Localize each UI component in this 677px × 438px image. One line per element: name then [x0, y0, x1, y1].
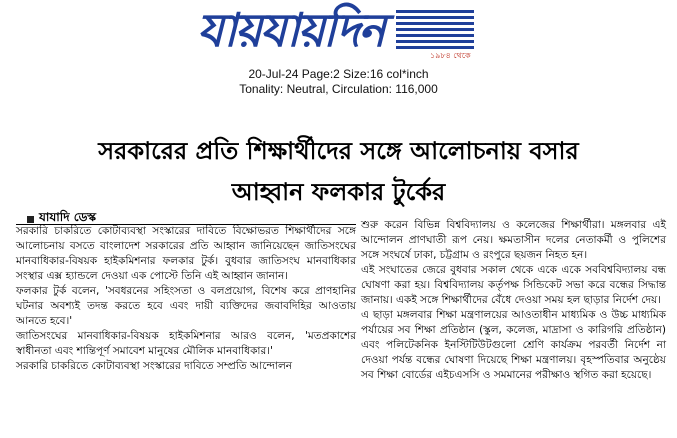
article-right-column	[361, 218, 666, 383]
logo-stripes-icon	[396, 10, 474, 50]
masthead	[0, 0, 677, 62]
bullet-square-icon	[27, 216, 34, 223]
paragraph: সরকারি চাকরিতে কোটাব্যবস্থা সংস্কারের দাবিতে সম্প্রতি আন্দোলন	[16, 360, 293, 372]
paragraph: জাতিসংঘের মানবাধিকার-বিষয়ক হাইকমিশনার আরও বলেন, 'মতপ্রকাশের স্বাধীনতা এবং শান্তিপূর্ণ সমাবেশ মানুষের মৌলিক মানবাধিকার।'	[16, 330, 356, 357]
paragraph: ফলকার টুর্ক বলেন, 'সবধরনের সহিংসতা ও বলপ্রয়োগ, বিশেষ করে প্রাণহানির ঘটনার অবশ্যই তদন্ত করতে হবে এবং দায়ী ব্যক্তিদের জবাবদিহির আওতায় আনতে হবে।'	[16, 285, 356, 327]
headline-line-1: সরকারের প্রতি শিক্ষার্থীদের সঙ্গে আলোচনায় বসার	[98, 137, 579, 165]
paragraph: শুরু করেন বিভিন্ন বিশ্ববিদ্যালয় ও কলেজের শিক্ষার্থীরা। মঙ্গলবার এই আন্দোলন প্রাণঘাতী রূপ নেয়। ক্ষমতাসীন দলের নেতাকর্মী ও পুলিশের সঙ্গে সংঘর্ষে ঢাকা, চট্টগ্রাম ও রংপুরে ছয়জন নিহত হন।	[361, 219, 666, 261]
newspaper-logo: যায়যায়দিন	[197, 3, 384, 57]
headline-line-2: আহ্বান ফলকার টুর্কের	[231, 178, 446, 206]
article-left-column	[16, 224, 356, 374]
logo-since-text: ১৯৮৪ থেকে	[430, 51, 471, 60]
clipping-meta-line-2: Tonality: Neutral, Circulation: 116,000	[239, 82, 438, 96]
clipping-meta-line-1: 20-Jul-24 Page:2 Size:16 col*inch	[248, 67, 429, 81]
paragraph: এই সংঘাতের জেরে বুধবার সকাল থেকে একে একে সববিশ্ববিদ্যালয় বন্ধ ঘোষণা করা হয়। বিশ্ববিদ্যালয় কর্তৃপক্ষ সিন্ডিকেট সভা করে বন্ধের সিদ্ধান্ত জানায়। একই সঙ্গে শিক্ষার্থীদের বেঁধে দেওয়া সময় হল ছাড়ার নির্দেশ দেয়।	[361, 264, 666, 306]
byline-text: যাযাদি ডেস্ক	[39, 210, 97, 224]
paragraph: এ ছাড়া মঙ্গলবার শিক্ষা মন্ত্রণালয়ের আওতাধীন মাধ্যমিক ও উচ্চ মাধ্যমিক পর্যায়ের সব শিক্ষা প্রতিষ্ঠান (স্কুল, কলেজ, মাদ্রাসা ও কারিগরি প্রতিষ্ঠান) এবং পলিটেকনিক ইনস্টিটিউটগুলো শ্রেণি কার্যক্রম পরবর্তী নির্দেশ না দেওয়া পর্যন্ত বন্ধের ঘোষণা দিয়েছে শিক্ষা মন্ত্রণালয়। বৃহস্পতিবার অনুষ্ঠেয় সব শিক্ষা বোর্ডের এইচএসসি ও সমমানের পরীক্ষাও স্থগিত করা হয়েছে।	[361, 309, 666, 381]
paragraph: সরকারি চাকরিতে কোটাব্যবস্থা সংস্কারের দাবিতে বিক্ষোভরত শিক্ষার্থীদের সঙ্গে আলোচনায় বসতে বাংলাদেশ সরকারের প্রতি আহ্বান জানিয়েছেন জাতিসংঘের মানবাধিকার-বিষয়ক হাইকমিশনার ফলকার টুর্ক। বুধবার জাতিসংঘ মানবাধিকার সংস্থার এক্স হ্যান্ডলে দেওয়া এক পোস্টে তিনি এই আহ্বান জানান।	[16, 225, 356, 282]
